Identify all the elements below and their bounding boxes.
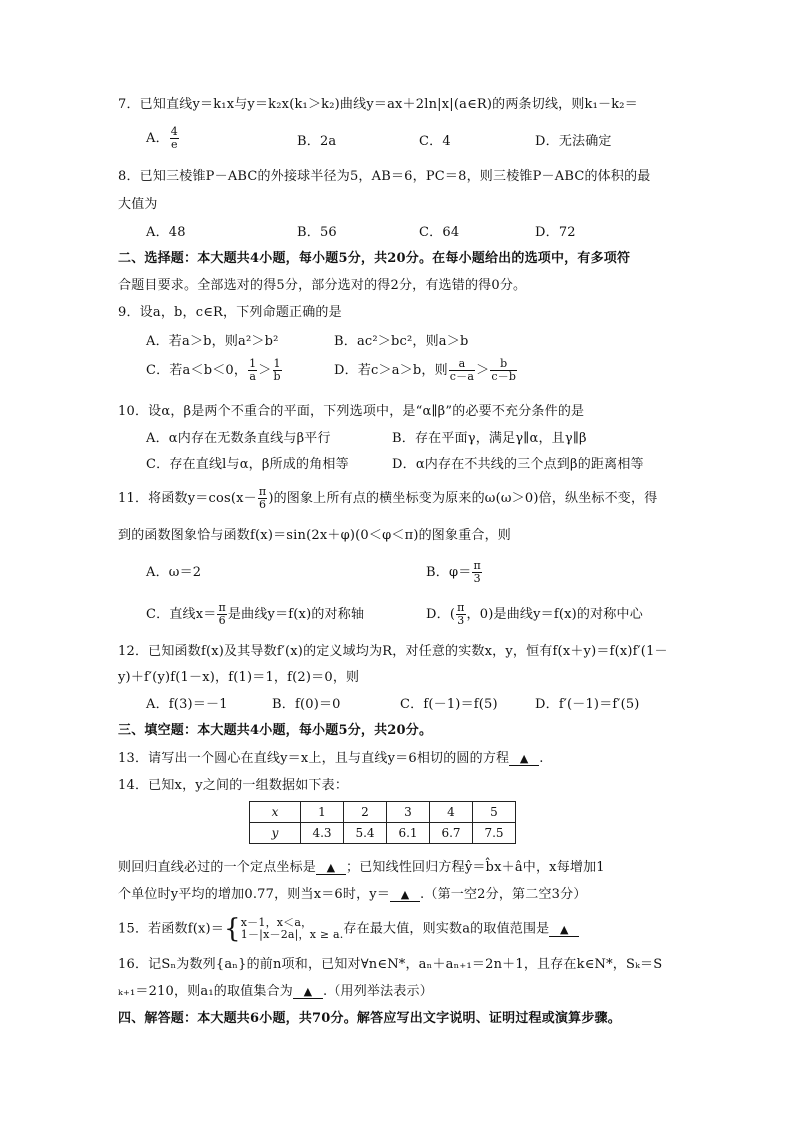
q8-option-b: B．56 bbox=[297, 225, 337, 240]
table-cell: 2 bbox=[344, 802, 387, 823]
table-cell: 7.5 bbox=[473, 823, 516, 844]
section2-heading-line2: 合题目要求。全部选对的得5分，部分选对的得2分，有选错的得0分。 bbox=[118, 278, 527, 293]
q15-stem: 15．若函数f(x)＝{ x－1，x＜a， 1－|x－2a|，x ≥ a. 存在最大值，则实数a的取值范围是 ▲ bbox=[118, 916, 579, 942]
q12-option-a: A．f(3)＝－1 bbox=[146, 697, 228, 712]
q7-option-b: B．2a bbox=[297, 134, 337, 149]
table-cell: 4 bbox=[430, 802, 473, 823]
q12-stem-line2: y)＋f′(y)f(1－x)，f(1)＝1，f(2)＝0，则 bbox=[118, 670, 360, 685]
q9-option-c: C．若a＜b＜0， $\frac{1}{a}$ ＞ $\frac{1}{b}$ bbox=[146, 357, 281, 383]
q10-option-d: D．α内存在不共线的三个点到β的距离相等 bbox=[392, 457, 644, 472]
table-cell: 1 bbox=[301, 802, 344, 823]
q7-option-d: D．无法确定 bbox=[535, 134, 612, 149]
q12-stem-line1: 12．已知函数f(x)及其导数f′(x)的定义域均为R，对任意的实数x，y，恒有f(x＋y)＝f(x)f′(1－ bbox=[118, 644, 668, 659]
q8-stem-line2: 大值为 bbox=[118, 197, 158, 212]
table-cell: x bbox=[250, 802, 301, 823]
table-cell: y bbox=[250, 823, 301, 844]
q16-answer-blank[interactable]: ▲ bbox=[293, 986, 323, 999]
q10-option-b: B．存在平面γ，满足γ∥α，且γ∥β bbox=[392, 431, 587, 446]
table-cell: 6.7 bbox=[430, 823, 473, 844]
table-row-y bbox=[250, 823, 516, 844]
q14-stem: 14．已知x，y之间的一组数据如下表： bbox=[118, 778, 349, 793]
section3-heading: 三、填空题：本大题共4小题，每小题5分，共20分。 bbox=[118, 723, 433, 738]
q11-option-c: C．直线x＝ $\frac{\pi}{6}$ 是曲线y＝f(x)的对称轴 bbox=[146, 601, 365, 627]
q7-option-c: C．4 bbox=[419, 134, 451, 149]
table-row-x bbox=[250, 802, 516, 823]
q9-option-a: A．若a＞b，则a²＞b² bbox=[146, 334, 279, 349]
q12-option-c: C．f(－1)＝f(5) bbox=[400, 697, 498, 712]
q13-stem: 13．请写出一个圆心在直线y＝x上，且与直线y＝6相切的圆的方程 ▲ . bbox=[118, 751, 544, 766]
q8-stem-line1: 8．已知三棱锥P－ABC的外接球半径为5，AB＝6，PC＝8，则三棱锥P－ABC的体积的最 bbox=[118, 169, 651, 184]
q8-option-a: A．48 bbox=[146, 225, 186, 240]
q10-option-c: C．存在直线l与α，β所成的角相等 bbox=[146, 457, 349, 472]
q9-option-d: D．若c＞a＞b，则 $\frac{a}{c-a}$ ＞ $\frac{b}{c-b}$ bbox=[334, 357, 517, 383]
q7-stem: 7．已知直线y＝k₁x与y＝k₂x(k₁＞k₂)曲线y＝ax＋2ln|x|(a∈R)的两条切线，则k₁－k₂＝ bbox=[118, 97, 638, 112]
q14-line1: 则回归直线必过的一个定点坐标是 ▲ ；已知线性回归方程ŷ＝b̂x＋â中，x每增加1 bbox=[118, 860, 605, 875]
q15-piecewise: x－1，x＜a， 1－|x－2a|，x ≥ a. bbox=[240, 916, 344, 941]
q16-line1: 16．记Sₙ为数列{aₙ}的前n项和，已知对∀n∈N*，aₙ＋aₙ₊₁＝2n＋1，且存在k∈N*，Sₖ＝S bbox=[118, 957, 663, 972]
q11-option-d: D．( $\frac{\pi}{3}$ ，0)是曲线y＝f(x)的对称中心 bbox=[426, 601, 643, 627]
q10-stem: 10．设α，β是两个不重合的平面，下列选项中，是“α∥β”的必要不充分条件的是 bbox=[118, 404, 585, 419]
q12-option-d: D．f′(－1)＝f′(5) bbox=[535, 697, 640, 712]
q9-option-b: B．ac²＞bc²，则a＞b bbox=[334, 334, 469, 349]
q14-blank-2[interactable]: ▲ bbox=[390, 889, 420, 902]
q12-option-b: B．f(0)＝0 bbox=[272, 697, 341, 712]
q7-option-a: A． $\frac{4}{e}$ bbox=[146, 125, 178, 151]
table-cell: 5.4 bbox=[344, 823, 387, 844]
q8-option-c: C．64 bbox=[419, 225, 460, 240]
q14-line2: 个单位时y平均的增加0.77，则当x＝6时，y＝ ▲ .（第一空2分，第二空3分） bbox=[118, 887, 587, 902]
q14-data-table bbox=[249, 801, 516, 844]
q7-a-fraction: $\frac{4}{e}$ bbox=[170, 125, 178, 151]
table-cell: 5 bbox=[473, 802, 516, 823]
table-cell: 6.1 bbox=[387, 823, 430, 844]
q11-option-a: A．ω＝2 bbox=[146, 565, 202, 580]
section2-heading-line1: 二、选择题：本大题共4小题，每小题5分，共20分。在每小题给出的选项中，有多项符 bbox=[118, 251, 631, 266]
q15-answer-blank[interactable]: ▲ bbox=[549, 924, 579, 937]
q14-blank-1[interactable]: ▲ bbox=[316, 862, 346, 875]
table-cell: 3 bbox=[387, 802, 430, 823]
q13-answer-blank[interactable]: ▲ bbox=[509, 753, 539, 766]
q9-stem: 9．设a，b，c∈R，下列命题正确的是 bbox=[118, 305, 342, 320]
q11-stem-line1: 11．将函数y＝cos(x－ $\frac{\pi}{6}$ )的图象上所有点的横坐标变为原来的ω(ω＞0)倍，纵坐标不变，得 bbox=[118, 485, 658, 511]
q10-option-a: A．α内存在无数条直线与β平行 bbox=[146, 431, 331, 446]
left-brace: { bbox=[224, 914, 241, 944]
q8-option-d: D．72 bbox=[535, 225, 576, 240]
section4-heading: 四、解答题：本大题共6小题，共70分。解答应写出文字说明、证明过程或演算步骤。 bbox=[118, 1011, 621, 1026]
q11-option-b: B．φ＝ $\frac{\pi}{3}$ bbox=[426, 559, 481, 585]
q16-line2: ₖ₊₁＝210，则a₁的取值集合为 ▲ .（用列举法表示） bbox=[118, 984, 433, 999]
table-cell: 4.3 bbox=[301, 823, 344, 844]
q11-stem-line2: 到的函数图象恰与函数f(x)＝sin(2x＋φ)(0＜φ＜π)的图象重合，则 bbox=[118, 528, 511, 543]
